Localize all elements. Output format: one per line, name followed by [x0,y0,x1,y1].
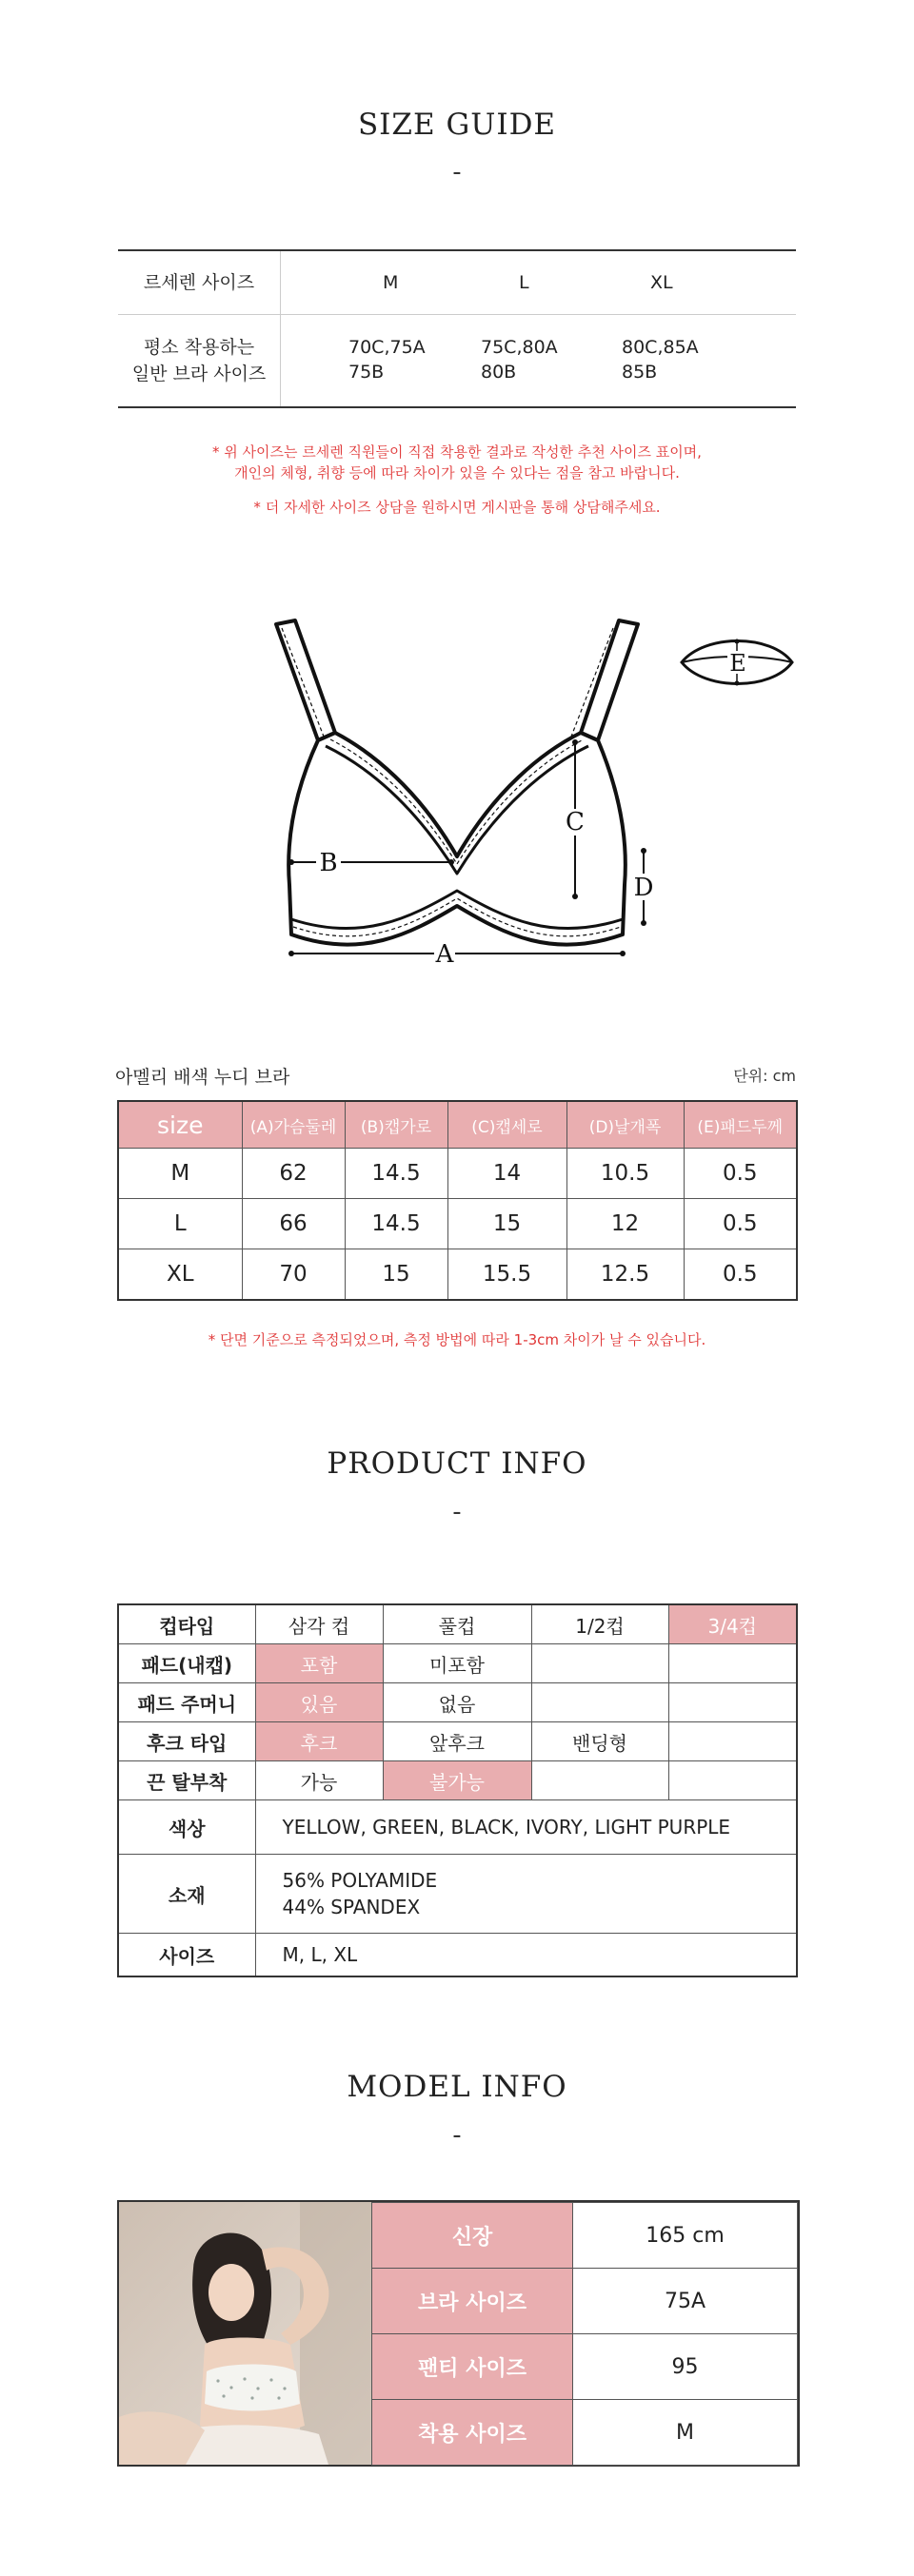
cup-option: 1/2컵 [531,1604,668,1644]
header-size: size [118,1101,242,1149]
hook-option-selected: 후크 [255,1722,383,1761]
empty-cell [531,1683,668,1722]
empty-cell [668,1644,797,1683]
table-cell: 15 [345,1249,447,1301]
cup-option: 삼각 컵 [255,1604,383,1644]
measurement-header-row [118,1101,797,1149]
pad-option: 미포함 [383,1644,531,1683]
table-cell: 12 [566,1199,684,1249]
hook-label: 후크 타입 [118,1722,255,1761]
empty-cell [531,1761,668,1800]
header-d: (D)날개폭 [566,1101,684,1149]
pad-pocket-row [118,1683,797,1722]
product-name: 아멜리 배색 누디 브라 [115,1067,290,1088]
size-note-1: * 위 사이즈는 르세렌 직원들이 직접 착용한 결과로 작성한 추천 사이즈 표이며, [212,443,702,461]
worn-size-label: 착용 사이즈 [372,2400,573,2466]
label-d: D [633,874,654,902]
height-value: 165 cm [573,2203,798,2269]
table-cell: 12.5 [566,1249,684,1301]
regular-label-line2: 일반 브라 사이즈 [131,364,267,384]
table-cell: M [118,1149,242,1199]
size-label: 사이즈 [118,1934,255,1977]
table-cell: 0.5 [684,1199,797,1249]
worn-size-value: M [573,2400,798,2466]
height-label: 신장 [372,2203,573,2269]
table-row [118,1199,797,1249]
label-a: A [435,940,454,969]
color-row [118,1800,797,1855]
table-cell: 0.5 [684,1149,797,1199]
regular-size-l: 75C,80A 80B [481,337,558,383]
table-row [372,2400,798,2466]
size-xl: XL [650,272,673,293]
bra-measurement-diagram [257,609,847,990]
size-note-3: * 더 자세한 사이즈 상담을 원하시면 게시판을 통해 상담해주세요. [253,499,661,516]
table-row [118,1149,797,1199]
size-m: M [383,272,399,293]
hook-option: 밴딩형 [531,1722,668,1761]
table-cell: 14.5 [345,1149,447,1199]
panty-size-label: 팬티 사이즈 [372,2334,573,2400]
measurement-table [117,1100,798,1301]
measurement-note: * 단면 기준으로 측정되었으며, 측정 방법에 따라 1-3cm 차이가 날 수 있습니다. [208,1331,706,1348]
pad-row [118,1644,797,1683]
strap-row [118,1761,797,1800]
bra-size-label: 브라 사이즈 [372,2269,573,2334]
model-photo-image [119,2202,371,2465]
table-cell: 0.5 [684,1249,797,1301]
header-e: (E)패드두께 [684,1101,797,1149]
table-cell: 14.5 [345,1199,447,1249]
table-cell: 10.5 [566,1149,684,1199]
bra-size-value: 75A [573,2269,798,2334]
table-cell: L [118,1199,242,1249]
size-l: L [519,272,529,293]
size-note-2: 개인의 체형, 취향 등에 따라 차이가 있을 수 있다는 점을 참고 바랍니다. [234,464,680,482]
size-row [118,1934,797,1977]
table-cell: XL [118,1249,242,1301]
model-info-table [371,2202,798,2466]
strap-option-selected: 불가능 [383,1761,531,1800]
unit-label: 단위: cm [733,1067,796,1085]
strap-option: 가능 [255,1761,383,1800]
cup-option-selected: 3/4컵 [668,1604,797,1644]
size-guide-regular-label [118,315,281,406]
table-row [118,1249,797,1301]
table-row [372,2334,798,2400]
table-row [372,2203,798,2269]
strap-label: 끈 탈부착 [118,1761,255,1800]
table-cell: 62 [242,1149,345,1199]
product-info-dash: - [452,1498,462,1526]
model-photo [119,2202,371,2465]
table-cell: 14 [447,1149,566,1199]
label-c: C [566,808,585,836]
color-label: 색상 [118,1800,255,1855]
size-guide-title: SIZE GUIDE [357,108,557,142]
size-guide-row-label: 르세렌 사이즈 [118,251,281,314]
empty-cell [668,1722,797,1761]
table-cell: 66 [242,1199,345,1249]
regular-size-xl: 80C,85A 85B [622,337,699,383]
model-info-block [117,2200,800,2467]
label-b: B [319,849,338,877]
empty-cell [668,1683,797,1722]
size-guide-dash: - [452,158,462,187]
cup-type-label: 컵타입 [118,1604,255,1644]
header-c: (C)캡세로 [447,1101,566,1149]
size-value: M, L, XL [255,1934,797,1977]
material-label: 소재 [118,1855,255,1934]
cup-type-row [118,1604,797,1644]
regular-label-line1: 평소 착용하는 [143,337,255,358]
regular-size-m: 70C,75A 75B [348,337,426,383]
model-info-dash: - [452,2121,462,2150]
empty-cell [668,1761,797,1800]
pad-option-selected: 포함 [255,1644,383,1683]
hook-row [118,1722,797,1761]
material-value: 56% POLYAMIDE 44% SPANDEX [255,1855,797,1934]
header-a: (A)가슴둘레 [242,1101,345,1149]
header-b: (B)캡가로 [345,1101,447,1149]
model-info-title: MODEL INFO [347,2070,567,2104]
pad-pocket-label: 패드 주머니 [118,1683,255,1722]
empty-cell [531,1644,668,1683]
label-e: E [729,650,746,677]
table-cell: 15.5 [447,1249,566,1301]
pad-label: 패드(내캡) [118,1644,255,1683]
product-info-table [117,1603,798,1977]
material-row [118,1855,797,1934]
pad-pocket-option: 없음 [383,1683,531,1722]
hook-option: 앞후크 [383,1722,531,1761]
pad-pocket-option-selected: 있음 [255,1683,383,1722]
cup-option: 풀컵 [383,1604,531,1644]
table-cell: 70 [242,1249,345,1301]
size-guide-table [118,249,796,408]
product-info-title: PRODUCT INFO [327,1446,587,1481]
panty-size-value: 95 [573,2334,798,2400]
table-row [372,2269,798,2334]
color-value: YELLOW, GREEN, BLACK, IVORY, LIGHT PURPLE [255,1800,797,1855]
table-cell: 15 [447,1199,566,1249]
